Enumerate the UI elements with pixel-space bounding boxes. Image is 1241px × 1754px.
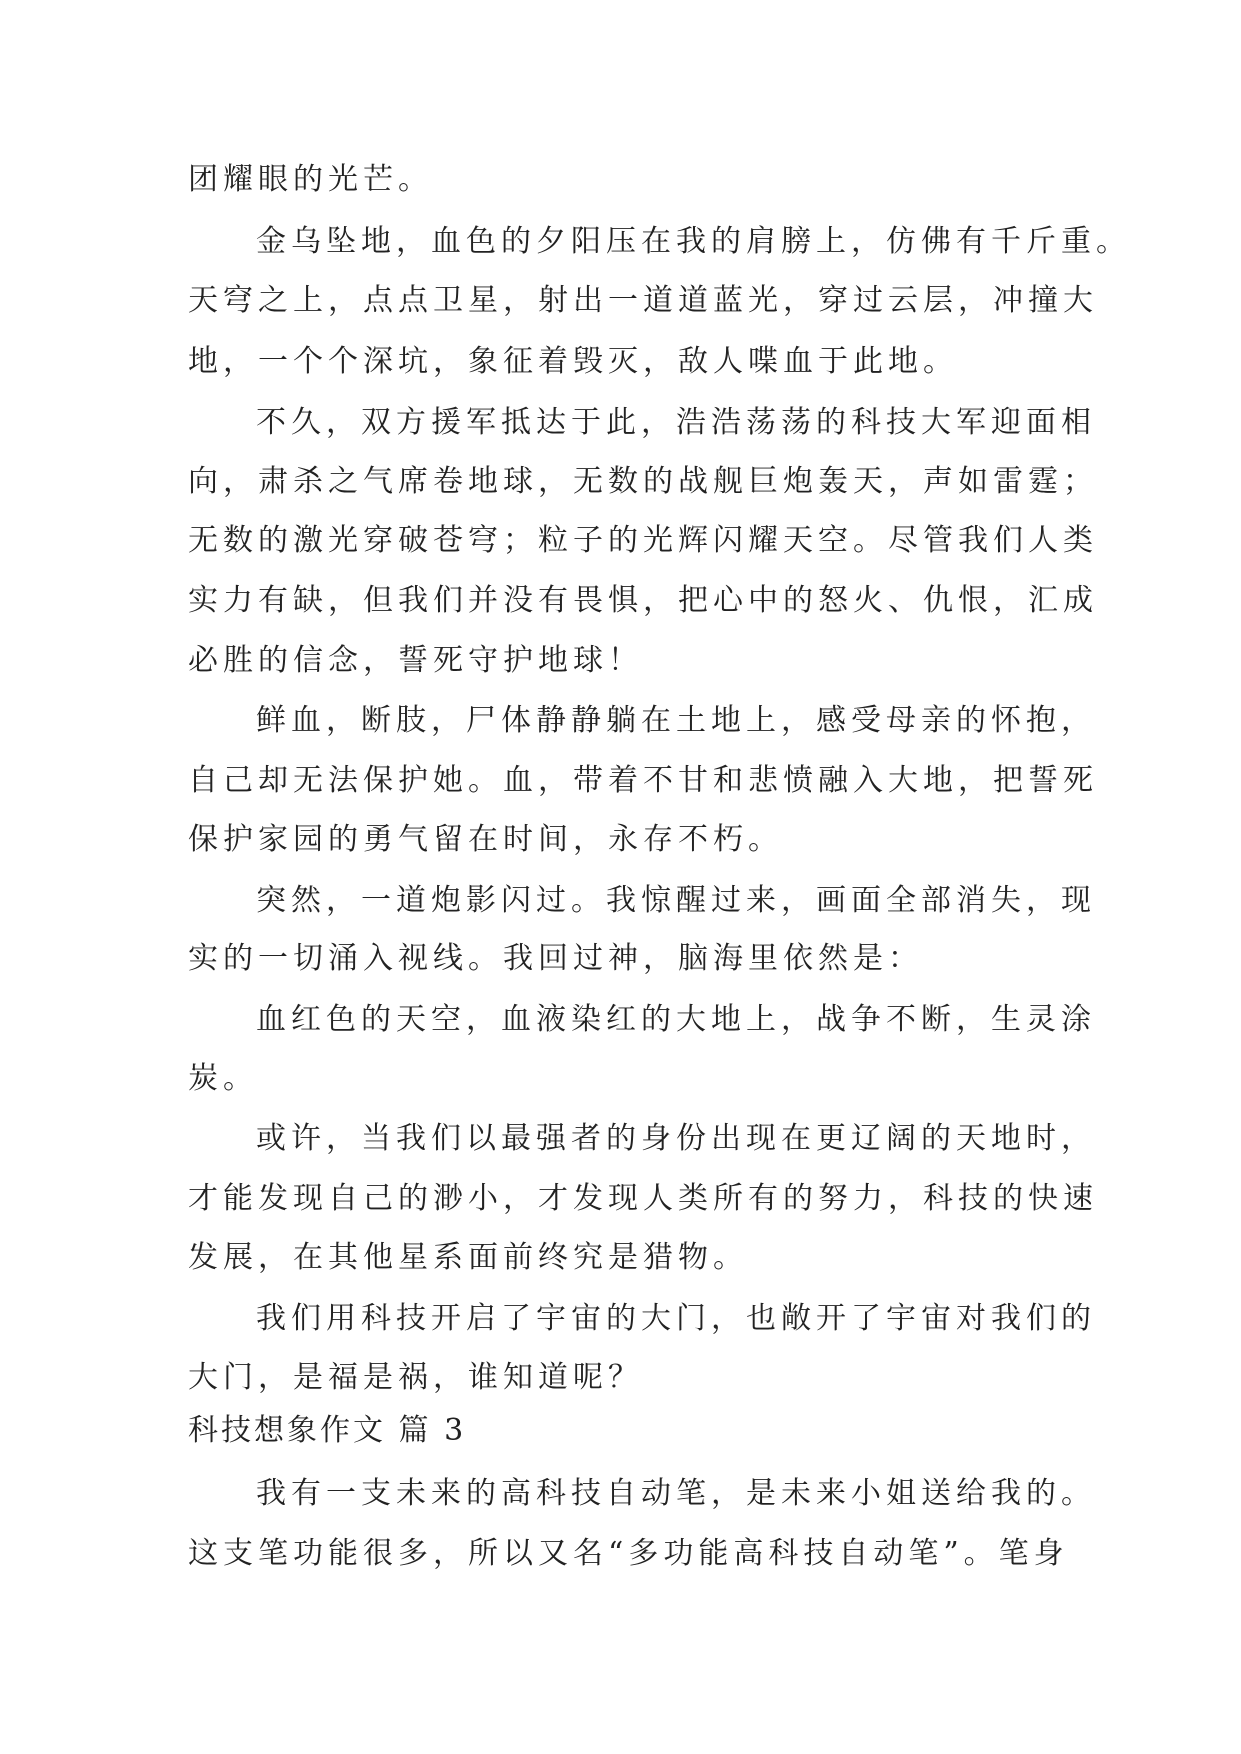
paragraph-start: 我有一支未来的高科技自动笔，是未来小姐送给我的。 (256, 1476, 1096, 1511)
text-line: 向，肃杀之气席卷地球，无数的战舰巨炮轰天，声如雷霆； (188, 464, 1098, 499)
paragraph-start: 不久，双方援军抵达于此，浩浩荡荡的科技大军迎面相 (256, 405, 1096, 440)
text-line: 才能发现自己的渺小，才发现人类所有的努力，科技的快速 (188, 1181, 1098, 1216)
paragraph-start: 鲜血，断肢，尸体静静躺在土地上，感受母亲的怀抱， (256, 703, 1096, 738)
text-line: 炭。 (188, 1061, 258, 1096)
text-line: 团耀眼的光芒。 (188, 162, 433, 197)
text-line: 必胜的信念，誓死守护地球！ (188, 643, 643, 678)
text-line: 大门，是福是祸，谁知道呢？ (188, 1360, 643, 1395)
text-line: 这支笔功能很多，所以又名“多功能高科技自动笔”。笔身 (188, 1536, 1069, 1571)
text-line: 实力有缺，但我们并没有畏惧，把心中的怒火、仇恨，汇成 (188, 583, 1098, 618)
paragraph-start: 血红色的天空，血液染红的大地上，战争不断，生灵涂 (256, 1002, 1096, 1037)
paragraph-start: 我们用科技开启了宇宙的大门，也敞开了宇宙对我们的 (256, 1301, 1096, 1336)
text-line: 发展，在其他星系面前终究是猎物。 (188, 1240, 748, 1275)
text-line: 实的一切涌入视线。我回过神，脑海里依然是： (188, 941, 923, 976)
text-line: 自己却无法保护她。血，带着不甘和悲愤融入大地，把誓死 (188, 763, 1098, 798)
text-line: 天穹之上，点点卫星，射出一道道蓝光，穿过云层，冲撞大 (188, 283, 1098, 318)
text-line: 无数的激光穿破苍穹；粒子的光辉闪耀天空。尽管我们人类 (188, 523, 1098, 558)
text-line: 保护家园的勇气留在时间，永存不朽。 (188, 822, 783, 857)
section-heading: 科技想象作文 篇 3 (188, 1413, 467, 1448)
paragraph-start: 突然，一道炮影闪过。我惊醒过来，画面全部消失，现 (256, 883, 1096, 918)
text-line: 地，一个个深坑，象征着毁灭，敌人喋血于此地。 (188, 344, 958, 379)
paragraph-start: 金乌坠地，血色的夕阳压在我的肩膀上，仿佛有千斤重。 (256, 224, 1131, 259)
paragraph-start: 或许，当我们以最强者的身份出现在更辽阔的天地时， (256, 1121, 1096, 1156)
